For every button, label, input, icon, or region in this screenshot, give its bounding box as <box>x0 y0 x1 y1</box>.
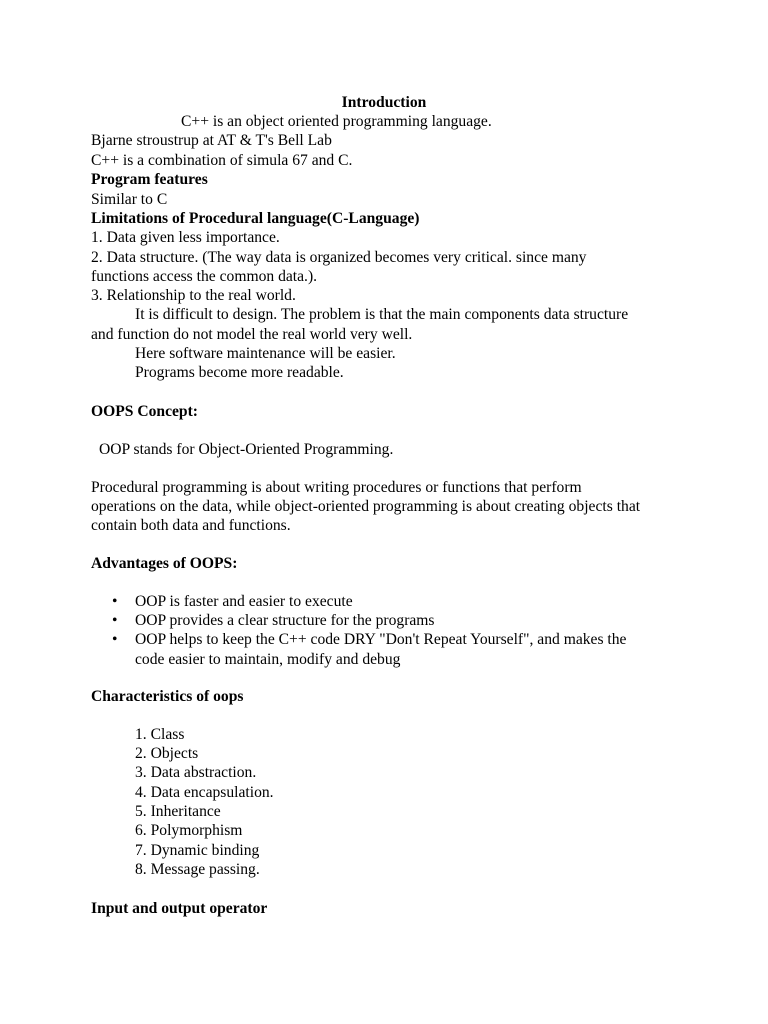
section-heading: Characteristics of oops <box>91 688 244 705</box>
list-item: 3. Data abstraction. <box>135 764 257 781</box>
bullet-item: OOP provides a clear structure for the programs <box>135 612 435 629</box>
bullet-marker: • <box>112 612 118 629</box>
list-item: 5. Inheritance <box>135 803 221 820</box>
section-heading: Program features <box>91 171 208 188</box>
section-heading: Input and output operator <box>91 900 268 917</box>
section-heading: Limitations of Procedural language(C-Language) <box>91 210 420 227</box>
bullet-marker: • <box>112 631 118 648</box>
paragraph-line: contain both data and functions. <box>91 517 291 534</box>
paragraph-line: and function do not model the real world very well. <box>91 326 413 343</box>
list-item: 4. Data encapsulation. <box>135 784 274 801</box>
paragraph-line: operations on the data, while object-oriented programming is about creating objects that <box>91 498 641 515</box>
bullet-item: OOP is faster and easier to execute <box>135 593 353 610</box>
page-title: Introduction <box>341 94 427 111</box>
list-item: 7. Dynamic binding <box>135 842 260 859</box>
text-line: OOP stands for Object-Oriented Programming. <box>99 441 394 458</box>
list-item: 2. Data structure. (The way data is organized becomes very critical. since many <box>91 249 587 266</box>
text-line: C++ is a combination of simula 67 and C. <box>91 152 353 169</box>
paragraph-line: It is difficult to design. The problem is that the main components data structure <box>135 306 629 323</box>
bullet-item: OOP helps to keep the C++ code DRY "Don't Repeat Yourself", and makes the <box>135 631 627 648</box>
intro-line: C++ is an object oriented programming language. <box>181 113 492 130</box>
text-line: Bjarne stroustrup at AT & T's Bell Lab <box>91 132 332 149</box>
text-line: Here software maintenance will be easier. <box>135 345 396 362</box>
section-heading: Advantages of OOPS: <box>91 555 238 572</box>
list-item: 1. Class <box>135 726 185 743</box>
list-item: 3. Relationship to the real world. <box>91 287 296 304</box>
paragraph-line: Procedural programming is about writing procedures or functions that perform <box>91 479 582 496</box>
section-heading: OOPS Concept: <box>91 403 198 420</box>
list-item-continuation: functions access the common data.). <box>91 268 318 285</box>
list-item: 8. Message passing. <box>135 861 260 878</box>
list-item: 2. Objects <box>135 745 199 762</box>
bullet-item-continuation: code easier to maintain, modify and debug <box>135 651 401 668</box>
list-item: 1. Data given less importance. <box>91 229 280 246</box>
list-item: 6. Polymorphism <box>135 822 243 839</box>
bullet-marker: • <box>112 593 118 610</box>
text-line: Programs become more readable. <box>135 364 344 381</box>
text-line: Similar to C <box>91 191 168 208</box>
